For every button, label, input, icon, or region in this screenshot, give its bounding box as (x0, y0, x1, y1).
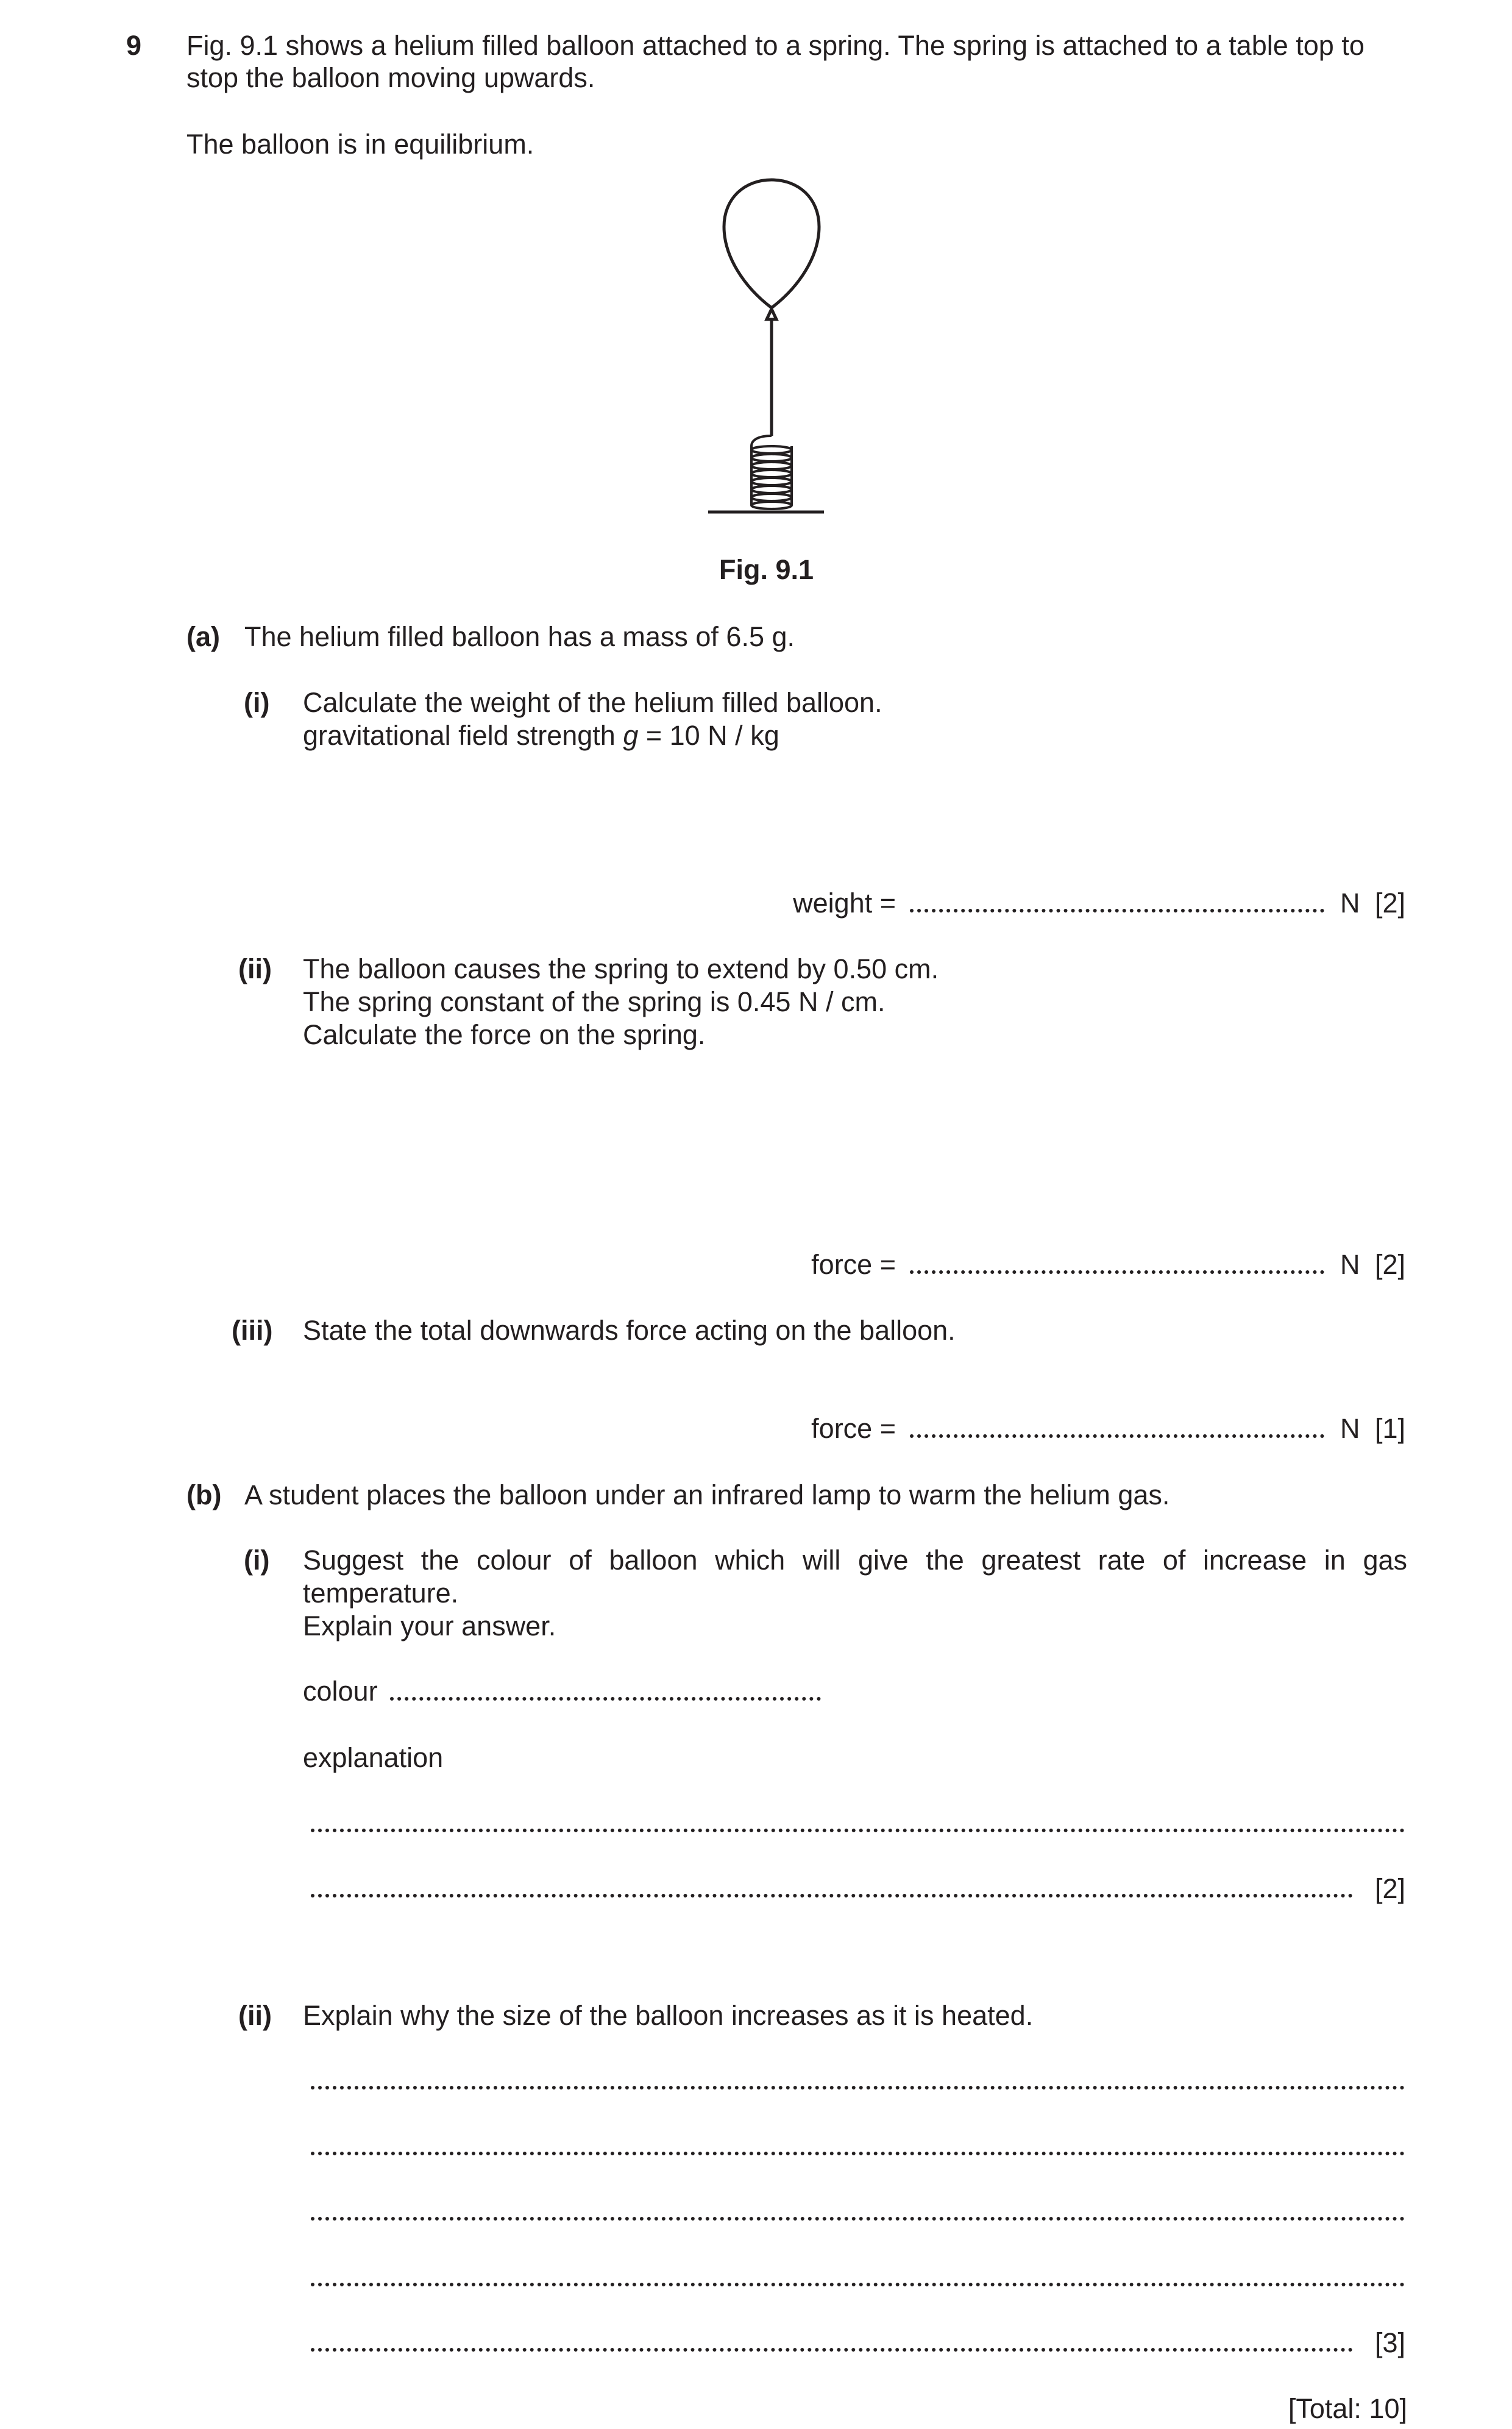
part-b-label: (b) (186, 1479, 222, 1510)
part-a-ii-line-3: Calculate the force on the spring. (303, 1019, 706, 1050)
downwards-force-answer-label: force = (811, 1413, 896, 1444)
answer-line-1[interactable] (311, 2086, 1405, 2089)
equilibrium-statement: The balloon is in equilibrium. (186, 129, 534, 160)
force-spring-unit: N (1340, 1249, 1360, 1280)
figure-caption: Fig. 9.1 (719, 554, 814, 585)
part-b-i-label: (i) (244, 1545, 270, 1576)
part-a-stem: The helium filled balloon has a mass of 6.5 g. (244, 621, 795, 652)
gfs-variable: g (623, 720, 639, 751)
part-a-i-label: (i) (244, 687, 270, 718)
part-a-iii-line-1: State the total downwards force acting on the balloon. (303, 1315, 956, 1346)
gfs-suffix: = 10 N / kg (638, 720, 779, 751)
downwards-force-unit: N (1340, 1413, 1360, 1444)
question-intro-line-1: Fig. 9.1 shows a helium filled balloon attached to a spring. The spring is attached to a table top to (186, 30, 1365, 61)
part-a-label: (a) (186, 621, 220, 652)
part-a-iii-label: (iii) (232, 1315, 273, 1346)
force-spring-answer-label: force = (811, 1249, 896, 1280)
part-b-ii-label: (ii) (238, 2000, 272, 2031)
spring-icon (751, 436, 792, 509)
part-a-ii-label: (ii) (238, 953, 272, 984)
balloon-icon (724, 180, 819, 436)
part-b-i-line-1: Suggest the colour of balloon which will give the greatest rate of increase in gas (303, 1545, 1407, 1576)
part-b-i-marks: [2] (1375, 1873, 1406, 1904)
part-a-ii-line-2: The spring constant of the spring is 0.45 N / cm. (303, 986, 886, 1017)
part-a-i-line-2 (303, 719, 779, 752)
explanation-line-1[interactable] (311, 1829, 1405, 1832)
answer-line-2[interactable] (311, 2152, 1405, 2155)
question-number: 9 (126, 30, 142, 61)
question-intro-line-2: stop the balloon moving upwards. (186, 62, 595, 93)
part-b-ii-marks: [3] (1375, 2327, 1406, 2358)
total-marks: [Total: 10] (1288, 2393, 1407, 2424)
part-a-i-line-1: Calculate the weight of the helium filled balloon. (303, 687, 882, 718)
explanation-label: explanation (303, 1742, 444, 1773)
gfs-prefix: gravitational field strength (303, 720, 623, 751)
answer-line-4[interactable] (311, 2283, 1405, 2286)
weight-marks: [2] (1375, 887, 1406, 919)
explanation-line-2[interactable] (311, 1894, 1353, 1897)
weight-answer-field[interactable] (910, 909, 1324, 912)
colour-label: colour (303, 1676, 378, 1707)
answer-line-3[interactable] (311, 2217, 1405, 2221)
weight-unit: N (1340, 887, 1360, 919)
part-b-ii-line-1: Explain why the size of the balloon increases as it is heated. (303, 2000, 1034, 2031)
downwards-force-marks: [1] (1375, 1413, 1406, 1444)
part-a-ii-line-1: The balloon causes the spring to extend by 0.50 cm. (303, 953, 939, 984)
answer-line-5[interactable] (311, 2348, 1353, 2352)
part-b-i-line-3: Explain your answer. (303, 1610, 556, 1641)
downwards-force-answer-field[interactable] (910, 1434, 1324, 1438)
force-spring-answer-field[interactable] (910, 1270, 1324, 1274)
force-spring-marks: [2] (1375, 1249, 1406, 1280)
part-b-stem: A student places the balloon under an infrared lamp to warm the helium gas. (244, 1479, 1170, 1510)
weight-answer-label: weight = (793, 887, 896, 919)
part-b-i-line-2: temperature. (303, 1577, 459, 1609)
colour-answer-field[interactable] (390, 1697, 821, 1701)
